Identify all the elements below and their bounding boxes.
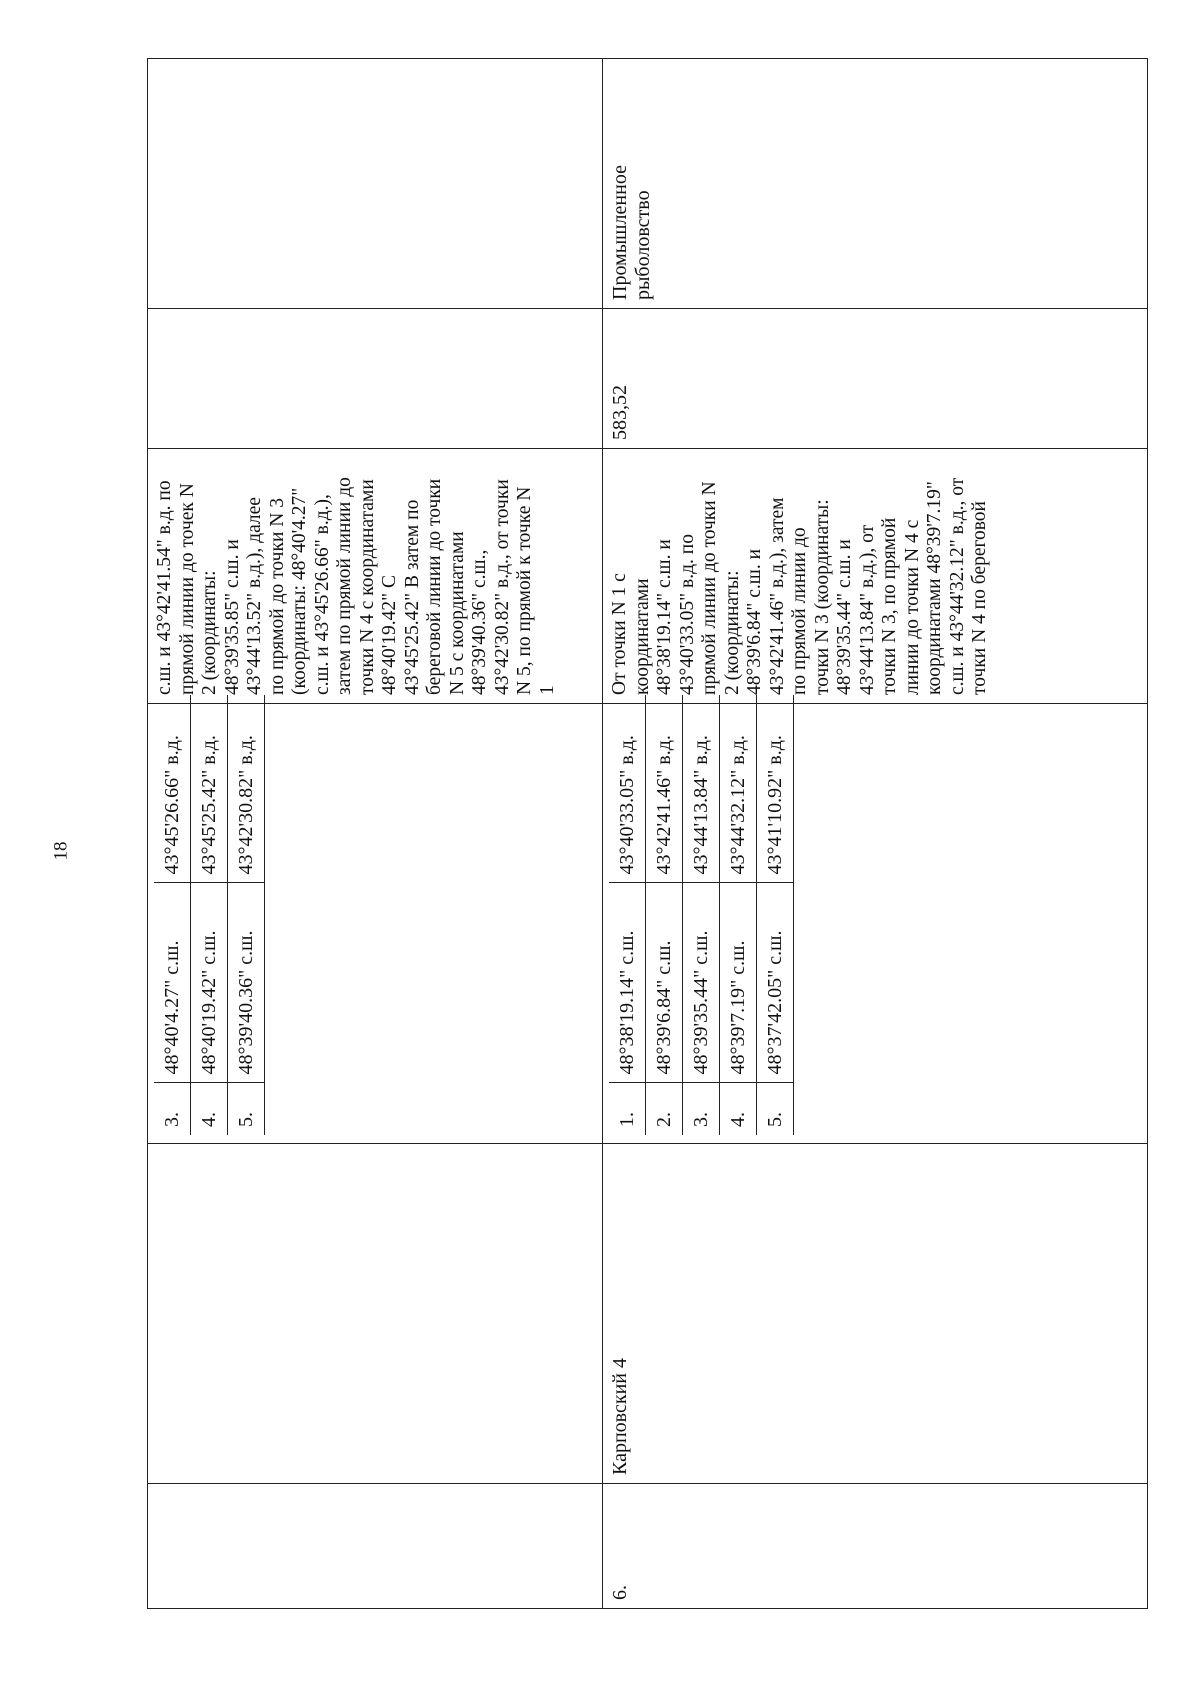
rotated-table-sheet bbox=[147, 59, 1147, 1609]
coordinate-row: 4. 48°40'19.42" с.ш. 43°45'25.42" в.д. bbox=[191, 695, 228, 1135]
purpose-cell: Промышленное рыболовство bbox=[603, 59, 1148, 309]
boundary-description-cell: От точки N 1 с координатами 48°38'19.14" с.ш. и 43°40'33.05" в.д. по прямой линии до точки N 2 (координаты: 48°39'6.84" с.ш. и 43°42'41.46" в.д.), затем по прямой линии до точки N 3 (координаты: 48°39'35.44" с.ш. и 43°44'13.84" в.д.), от точки N 3, по прямой линии до точки N 4 с координатами 48°39'7.19" с.ш. и 43°44'32.12" в.д., от точки N 4 по береговой bbox=[603, 449, 1148, 704]
row-number-cell: 6. bbox=[603, 1484, 1148, 1609]
coordinate-row: 4. 48°39'7.19" с.ш. 43°44'32.12" в.д. bbox=[720, 695, 757, 1135]
fishing-areas-table bbox=[147, 58, 1148, 1609]
coordinate-row: 5. 48°39'40.36" с.ш. 43°42'30.82" в.д. bbox=[228, 695, 265, 1135]
coordinate-row: 3. 48°40'4.27" с.ш. 43°45'26.66" в.д. bbox=[154, 695, 191, 1135]
purpose-cell bbox=[148, 59, 603, 309]
coordinates-cell bbox=[148, 704, 603, 1144]
coordinate-row: 5. 48°37'42.05" с.ш. 43°41'10.92" в.д. bbox=[757, 695, 794, 1135]
boundary-description-cell: с.ш. и 43°42'41.54" в.д. по прямой линии до точек N 2 (координаты: 48°39'35.85" с.ш. и 43°44'13.52" в.д.), далее по прямой до точки N 3 (координаты: 48°40'4.27" с.ш. и 43°45'26.66" в.д.), затем по прямой линии до точки N 4 с координатами 48°40'19.42" С 43°45'25.42" В затем по береговой линии до точки N 5 с координатами 48°39'40.36" с.ш., 43°42'30.82" в.д., от точки N 5, по прямой к точке N 1 bbox=[148, 449, 603, 704]
row-number-cell bbox=[148, 1484, 603, 1609]
area-name-cell bbox=[148, 1144, 603, 1484]
coordinates-table bbox=[154, 695, 265, 1135]
coordinate-row: 1. 48°38'19.14" с.ш. 43°40'33.05" в.д. bbox=[609, 695, 646, 1135]
area-name-cell: Карповский 4 bbox=[603, 1144, 1148, 1484]
coordinate-row: 3. 48°39'35.44" с.ш. 43°44'13.84" в.д. bbox=[683, 695, 720, 1135]
area-size-cell: 583,52 bbox=[603, 309, 1148, 449]
page-number: 18 bbox=[50, 841, 72, 861]
table-row bbox=[603, 59, 1148, 1609]
coordinate-row: 2. 48°39'6.84" с.ш. 43°42'41.46" в.д. bbox=[646, 695, 683, 1135]
coordinates-cell bbox=[603, 704, 1148, 1144]
area-size-cell bbox=[148, 309, 603, 449]
coordinates-table bbox=[609, 695, 794, 1135]
table-row bbox=[148, 59, 603, 1609]
